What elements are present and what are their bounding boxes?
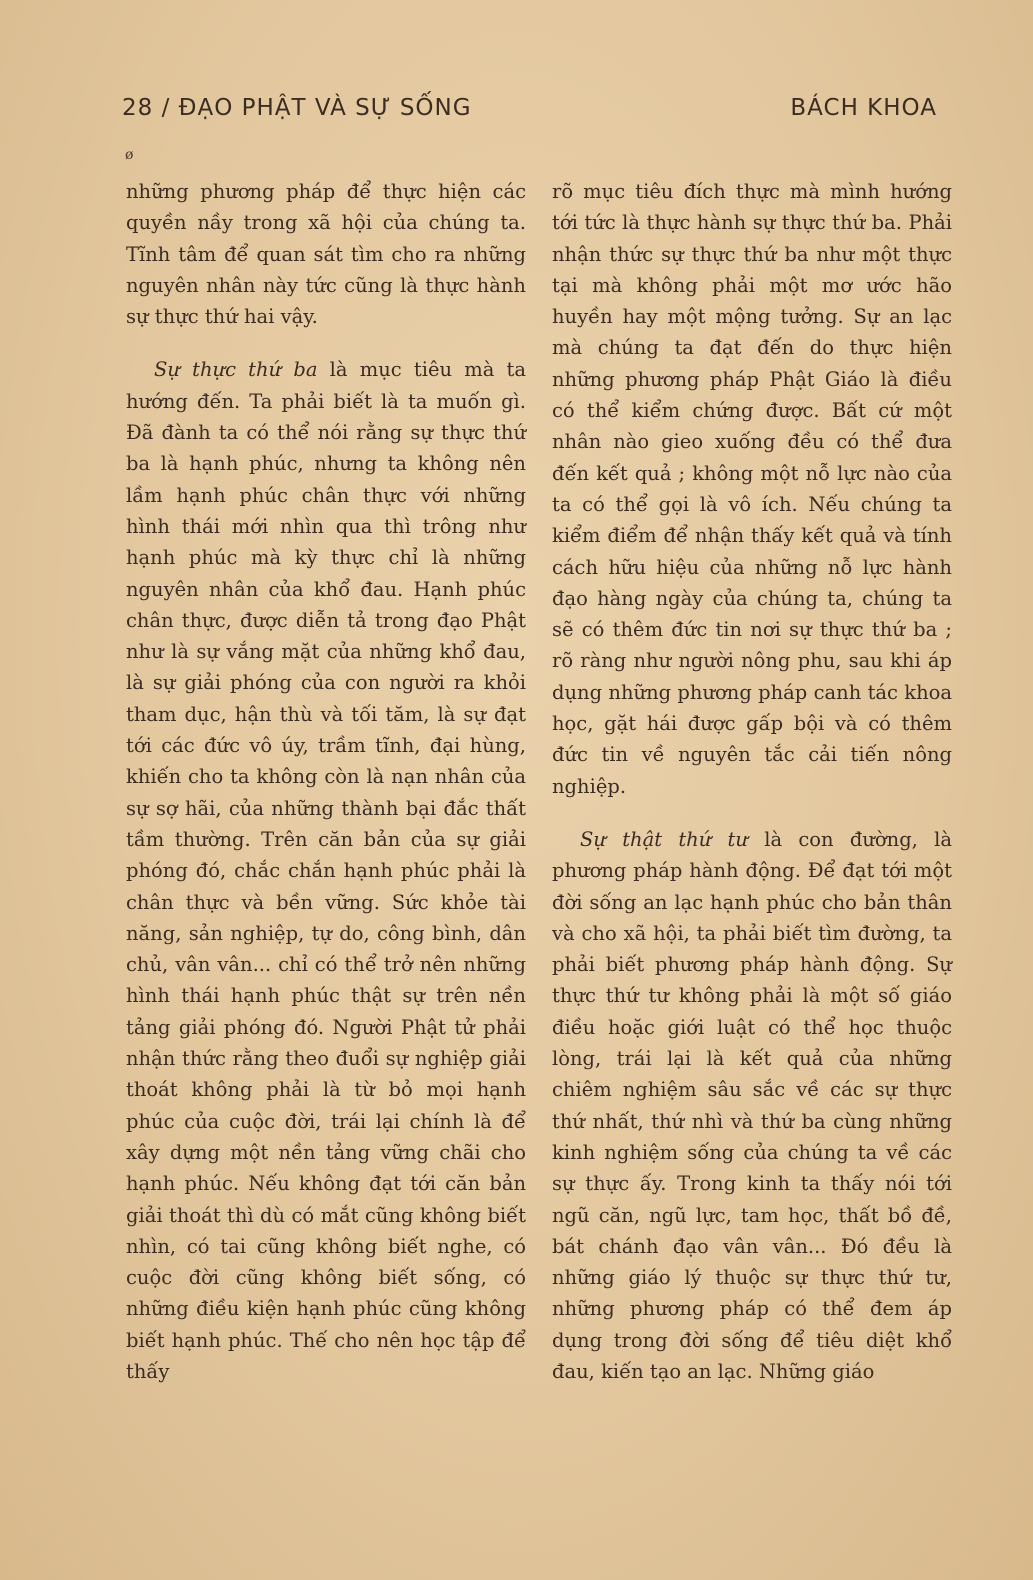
italic-term: Sự thật thứ tư [580, 827, 748, 851]
paragraph-text: là con đường, là phương pháp hành động. Để đạt tới một đời sống an lạc hạnh phúc cho bản thân và cho xã hội, ta phải biết tìm đường, ta phải biết phương pháp hành động. Sự thực thứ tư không phải là một số giáo điều hoặc giới luật có thể học thuộc lòng, trái lại là kết quả của những chiêm nghiệm sâu sắc về các sự thực thứ nhất, thứ nhì và thứ ba cùng những kinh nghiệm sống của chúng ta về các sự thực ấy. Trong kinh ta thấy nói tới ngũ căn, ngũ lực, tam học, thất bồ đề, bát chánh đạo vân vân... Đó đều là những giáo lý thuộc sự thực thứ tư, những phương pháp có thể đem áp dụng trong đời sống để tiêu diệt khổ đau, kiến tạo an lạc. Những giáo [552, 827, 953, 1383]
italic-term: Sự thực thứ ba [154, 358, 318, 382]
running-title: 28 / ĐẠO PHẬT VÀ SỰ SỐNG [122, 95, 472, 121]
paragraph [126, 354, 526, 1387]
paragraph-text: là mục tiêu mà ta hướng đến. Ta phải biết là ta muốn gì. Đã đành ta có thể nói rằng sự thực thứ ba là hạnh phúc, nhưng ta không nên lầm hạnh phúc chân thực với những hình thái mới nhìn qua thì trông như hạnh phúc mà kỳ thực chỉ là những nguyên nhân của khổ đau. Hạnh phúc chân thực, được diễn tả trong đạo Phật như là sự vắng mặt của những khổ đau, là sự giải phóng của con người ra khỏi tham dục, hận thù và tối tăm, là sự đạt tới các đức vô úy, trầm tĩnh, đại hùng, khiến cho ta không còn là nạn nhân của sự sợ hãi, của những thành bại đắc thất tầm thường. Trên căn bản của sự giải phóng đó, chắc chắn hạnh phúc phải là chân thực và bền vững. Sức khỏe tài năng, sản nghiệp, tự do, công bình, dân chủ, vân vân... chỉ có thể trở nên những hình thái hạnh phúc thật sự trên nền tảng giải phóng đó. Người Phật tử phải nhận thức rằng theo đuổi sự nghiệp giải thoát không phải là từ bỏ mọi hạnh phúc của cuộc đời, trái lại chính là để xây dựng một nền tảng vững chãi cho hạnh phúc. Nếu không đạt tới căn bản giải thoát thì dù có mắt cũng không biết nhìn, có tai cũng không biết nghe, có cuộc đời cũng không biết sống, có những điều kiện hạnh phúc cũng không biết hạnh phúc. Thế cho nên học tập để thấy [126, 358, 527, 1383]
left-column [126, 176, 526, 1387]
paragraph [552, 824, 952, 1387]
page-header [122, 95, 937, 121]
magazine-name: BÁCH KHOA [790, 95, 937, 121]
paragraph: rõ mục tiêu đích thực mà mình hướng tới tức là thực hành sự thực thứ ba. Phải nhận thức sự thực thứ ba như một thực tại mà không phải một mơ ước hão huyền hay một mộng tưởng. Sự an lạc mà chúng ta đạt đến do thực hiện những phương pháp Phật Giáo là điều có thể kiểm chứng được. Bất cứ một nhân nào gieo xuống đều có thể đưa đến kết quả ; không một nỗ lực nào của ta có thể gọi là vô ích. Nếu chúng ta kiểm điểm để nhận thấy kết quả và tính cách hữu hiệu của những nỗ lực hành đạo hàng ngày của chúng ta, chúng ta sẽ có thêm đức tin nơi sự thực thứ ba ; rõ ràng như người nông phu, sau khi áp dụng những phương pháp canh tác khoa học, gặt hái được gấp bội và có thêm đức tin về nguyên tắc cải tiến nông nghiệp. [552, 180, 952, 798]
right-column [552, 176, 952, 1387]
paragraph: những phương pháp để thực hiện các quyền nầy trong xã hội của chúng ta. Tĩnh tâm để quan sát tìm cho ra những nguyên nhân này tức cũng là thực hành sự thực thứ hai vậy. [126, 180, 526, 329]
ornament-mark: ø [125, 147, 134, 163]
